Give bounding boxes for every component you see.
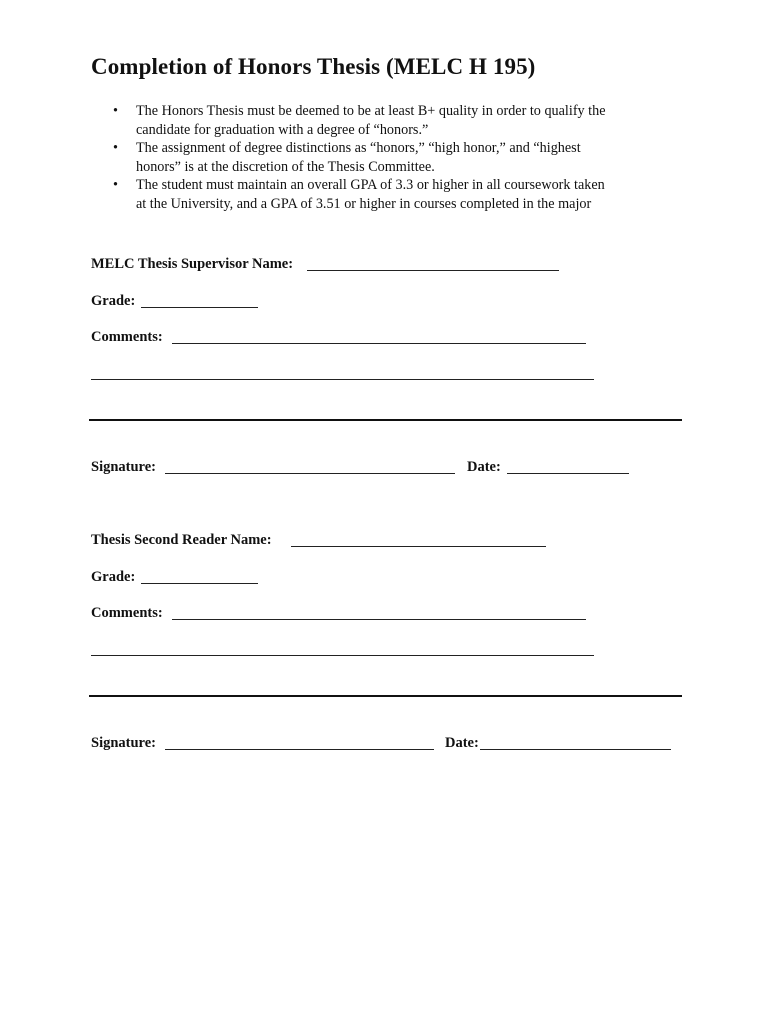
section-divider bbox=[89, 695, 682, 697]
list-item-line: honors” is at the discretion of the Thesis Committee. bbox=[136, 158, 435, 175]
supervisor-grade-field[interactable] bbox=[141, 307, 258, 308]
list-item-line: candidate for graduation with a degree of “honors.” bbox=[136, 121, 429, 138]
reader-comments-line-2[interactable] bbox=[91, 655, 594, 656]
supervisor-comments-label: Comments: bbox=[91, 329, 163, 345]
supervisor-name-field[interactable] bbox=[307, 270, 559, 271]
reader-signature-field[interactable] bbox=[165, 749, 434, 750]
supervisor-comments-field[interactable] bbox=[172, 343, 586, 344]
reader-signature-label: Signature: bbox=[91, 735, 156, 751]
list-item bbox=[91, 139, 691, 176]
supervisor-grade-label: Grade: bbox=[91, 293, 136, 309]
section-divider bbox=[89, 419, 682, 421]
list-item-line: The assignment of degree distinctions as “honors,” “high honor,” and “highest bbox=[136, 140, 581, 156]
reader-date-field[interactable] bbox=[480, 749, 671, 750]
reader-name-field[interactable] bbox=[291, 546, 546, 547]
list-item-line: The Honors Thesis must be deemed to be at least B+ quality in order to qualify the bbox=[136, 103, 606, 119]
bullet-icon: • bbox=[113, 177, 118, 193]
supervisor-comments-line-2[interactable] bbox=[91, 379, 594, 380]
bullet-icon: • bbox=[113, 140, 118, 156]
page-title: Completion of Honors Thesis (MELC H 195) bbox=[91, 54, 536, 79]
list-item-line: at the University, and a GPA of 3.51 or higher in courses completed in the major bbox=[136, 195, 592, 212]
supervisor-signature-label: Signature: bbox=[91, 459, 156, 475]
list-item-line: The student must maintain an overall GPA of 3.3 or higher in all coursework taken bbox=[136, 177, 605, 193]
reader-comments-label: Comments: bbox=[91, 605, 163, 621]
reader-name-label: Thesis Second Reader Name: bbox=[91, 532, 272, 548]
reader-grade-field[interactable] bbox=[141, 583, 258, 584]
supervisor-date-label: Date: bbox=[467, 459, 501, 475]
list-item bbox=[91, 176, 691, 213]
reader-grade-label: Grade: bbox=[91, 569, 136, 585]
bullet-icon: • bbox=[113, 103, 118, 119]
supervisor-name-label: MELC Thesis Supervisor Name: bbox=[91, 256, 294, 272]
supervisor-date-field[interactable] bbox=[507, 473, 629, 474]
reader-comments-field[interactable] bbox=[172, 619, 586, 620]
requirements-list bbox=[91, 102, 691, 213]
list-item bbox=[91, 102, 691, 139]
reader-date-label: Date: bbox=[445, 735, 479, 751]
supervisor-signature-field[interactable] bbox=[165, 473, 455, 474]
